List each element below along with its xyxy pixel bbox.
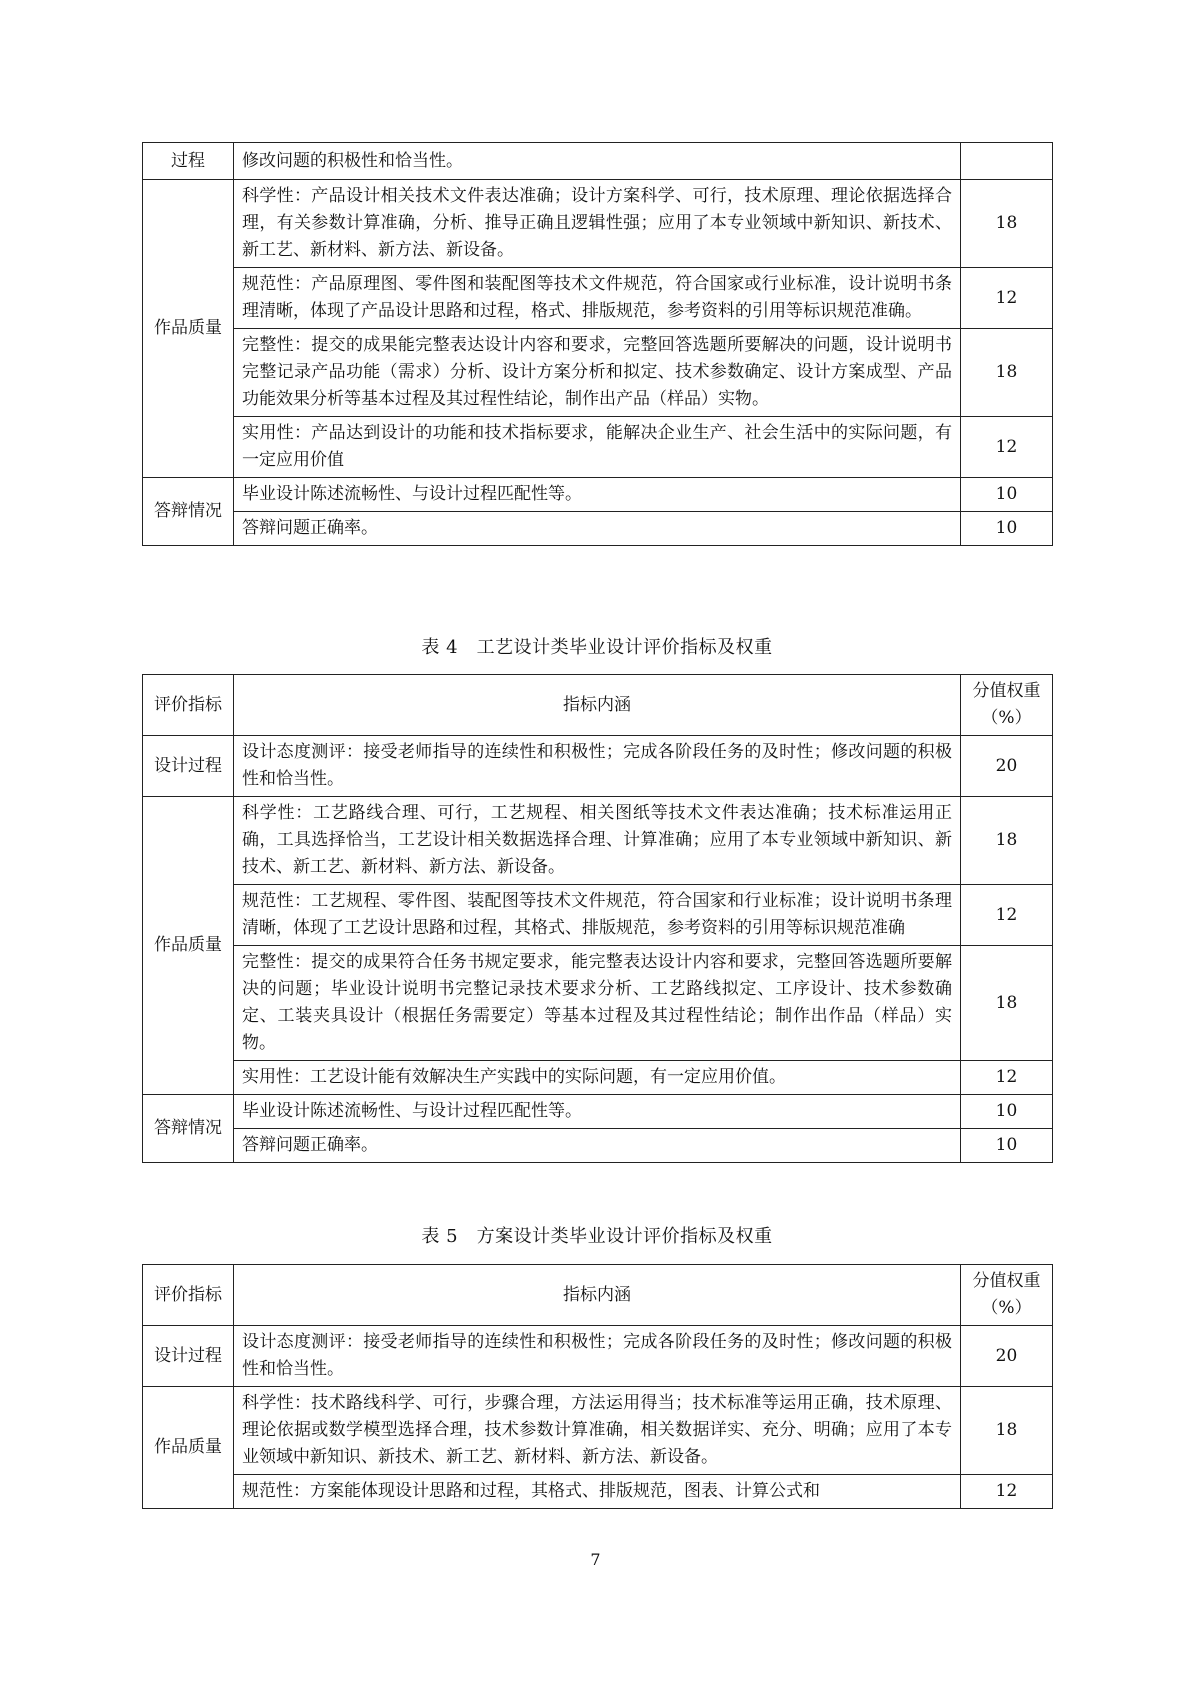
criteria-text: 实用性：工艺设计能有效解决生产实践中的实际问题，有一定应用价值。 xyxy=(234,1061,961,1095)
table-row xyxy=(143,180,1053,268)
table-row xyxy=(143,512,1053,546)
table-header-row xyxy=(143,1265,1053,1326)
table-3-continuation xyxy=(142,142,1053,546)
table-row xyxy=(143,1387,1053,1475)
weight-value: 10 xyxy=(961,1129,1053,1163)
criteria-text: 设计态度测评：接受老师指导的连续性和积极性；完成各阶段任务的及时性；修改问题的积极性和恰当性。 xyxy=(234,736,961,797)
row-label-work-quality: 作品质量 xyxy=(143,797,234,1095)
criteria-text: 毕业设计陈述流畅性、与设计过程匹配性等。 xyxy=(234,1095,961,1129)
criteria-text: 毕业设计陈述流畅性、与设计过程匹配性等。 xyxy=(234,478,961,512)
criteria-text: 规范性：方案能体现设计思路和过程，其格式、排版规范，图表、计算公式和 xyxy=(234,1475,961,1509)
weight-value: 20 xyxy=(961,736,1053,797)
criteria-text: 答辩问题正确率。 xyxy=(234,512,961,546)
header-weight: 分值权重（%） xyxy=(961,675,1053,736)
table-row xyxy=(143,736,1053,797)
table-5-caption: 表 5 方案设计类毕业设计评价指标及权重 xyxy=(421,1226,773,1247)
criteria-text: 设计态度测评：接受老师指导的连续性和积极性；完成各阶段任务的及时性；修改问题的积极性和恰当性。 xyxy=(234,1326,961,1387)
criteria-text: 完整性：提交的成果符合任务书规定要求，能完整表达设计内容和要求，完整回答选题所要解决的问题；毕业设计说明书完整记录技术要求分析、工艺路线拟定、工序设计、技术参数确定、工装夹具设计（根据任务需要定）等基本过程及其过程性结论；制作出作品（样品）实物。 xyxy=(234,946,961,1061)
weight-value: 18 xyxy=(961,1387,1053,1475)
weight-value: 18 xyxy=(961,946,1053,1061)
row-label-defense: 答辩情况 xyxy=(143,478,234,546)
table-row xyxy=(143,417,1053,478)
criteria-text: 规范性：工艺规程、零件图、装配图等技术文件规范，符合国家和行业标准；设计说明书条理清晰，体现了工艺设计思路和过程，其格式、排版规范，参考资料的引用等标识规范准确 xyxy=(234,885,961,946)
criteria-text: 科学性：技术路线科学、可行，步骤合理，方法运用得当；技术标准等运用正确，技术原理、理论依据或数学模型选择合理，技术参数计算准确，相关数据详实、充分、明确；应用了本专业领域中新知识、新技术、新工艺、新材料、新方法、新设备。 xyxy=(234,1387,961,1475)
table-row xyxy=(143,143,1053,180)
row-label-defense: 答辩情况 xyxy=(143,1095,234,1163)
weight-value: 10 xyxy=(961,478,1053,512)
criteria-text: 完整性：提交的成果能完整表达设计内容和要求，完整回答选题所要解决的问题，设计说明书完整记录产品功能（需求）分析、设计方案分析和拟定、技术参数确定、设计方案成型、产品功能效果分析等基本过程及其过程性结论，制作出产品（样品）实物。 xyxy=(234,329,961,417)
header-content: 指标内涵 xyxy=(234,675,961,736)
table-row xyxy=(143,1475,1053,1509)
table-row xyxy=(143,1061,1053,1095)
table-row xyxy=(143,1095,1053,1129)
criteria-text: 科学性：产品设计相关技术文件表达准确；设计方案科学、可行，技术原理、理论依据选择合理，有关参数计算准确，分析、推导正确且逻辑性强；应用了本专业领域中新知识、新技术、新工艺、新材料、新方法、新设备。 xyxy=(234,180,961,268)
criteria-text: 科学性：工艺路线合理、可行，工艺规程、相关图纸等技术文件表达准确；技术标准运用正确，工具选择恰当，工艺设计相关数据选择合理、计算准确；应用了本专业领域中新知识、新技术、新工艺、新材料、新方法、新设备。 xyxy=(234,797,961,885)
weight-value: 18 xyxy=(961,329,1053,417)
table-row xyxy=(143,946,1053,1061)
row-label-design-process: 设计过程 xyxy=(143,736,234,797)
row-label-work-quality: 作品质量 xyxy=(143,180,234,478)
weight-value xyxy=(961,143,1053,180)
weight-value: 12 xyxy=(961,417,1053,478)
weight-value: 10 xyxy=(961,1095,1053,1129)
table-row xyxy=(143,885,1053,946)
criteria-text: 实用性：产品达到设计的功能和技术指标要求，能解决企业生产、社会生活中的实际问题，有一定应用价值 xyxy=(234,417,961,478)
weight-value: 12 xyxy=(961,1061,1053,1095)
row-label-work-quality: 作品质量 xyxy=(143,1387,234,1509)
table-row xyxy=(143,478,1053,512)
table-row xyxy=(143,1326,1053,1387)
weight-value: 12 xyxy=(961,1475,1053,1509)
weight-value: 10 xyxy=(961,512,1053,546)
weight-value: 12 xyxy=(961,885,1053,946)
header-content: 指标内涵 xyxy=(234,1265,961,1326)
table-4 xyxy=(142,674,1053,1163)
weight-value: 18 xyxy=(961,797,1053,885)
header-criteria: 评价指标 xyxy=(143,1265,234,1326)
table-row xyxy=(143,329,1053,417)
header-weight: 分值权重（%） xyxy=(961,1265,1053,1326)
criteria-text: 答辩问题正确率。 xyxy=(234,1129,961,1163)
table-4-caption: 表 4 工艺设计类毕业设计评价指标及权重 xyxy=(421,637,773,658)
criteria-text: 规范性：产品原理图、零件图和装配图等技术文件规范，符合国家或行业标准，设计说明书条理清晰，体现了产品设计思路和过程，格式、排版规范，参考资料的引用等标识规范准确。 xyxy=(234,268,961,329)
weight-value: 12 xyxy=(961,268,1053,329)
row-label-process: 过程 xyxy=(143,143,234,180)
weight-value: 18 xyxy=(961,180,1053,268)
page-number: 7 xyxy=(590,1550,601,1569)
criteria-text: 修改问题的积极性和恰当性。 xyxy=(234,143,961,180)
weight-value: 20 xyxy=(961,1326,1053,1387)
table-header-row xyxy=(143,675,1053,736)
table-5 xyxy=(142,1264,1053,1509)
table-row xyxy=(143,268,1053,329)
row-label-design-process: 设计过程 xyxy=(143,1326,234,1387)
table-row xyxy=(143,1129,1053,1163)
header-criteria: 评价指标 xyxy=(143,675,234,736)
table-row xyxy=(143,797,1053,885)
